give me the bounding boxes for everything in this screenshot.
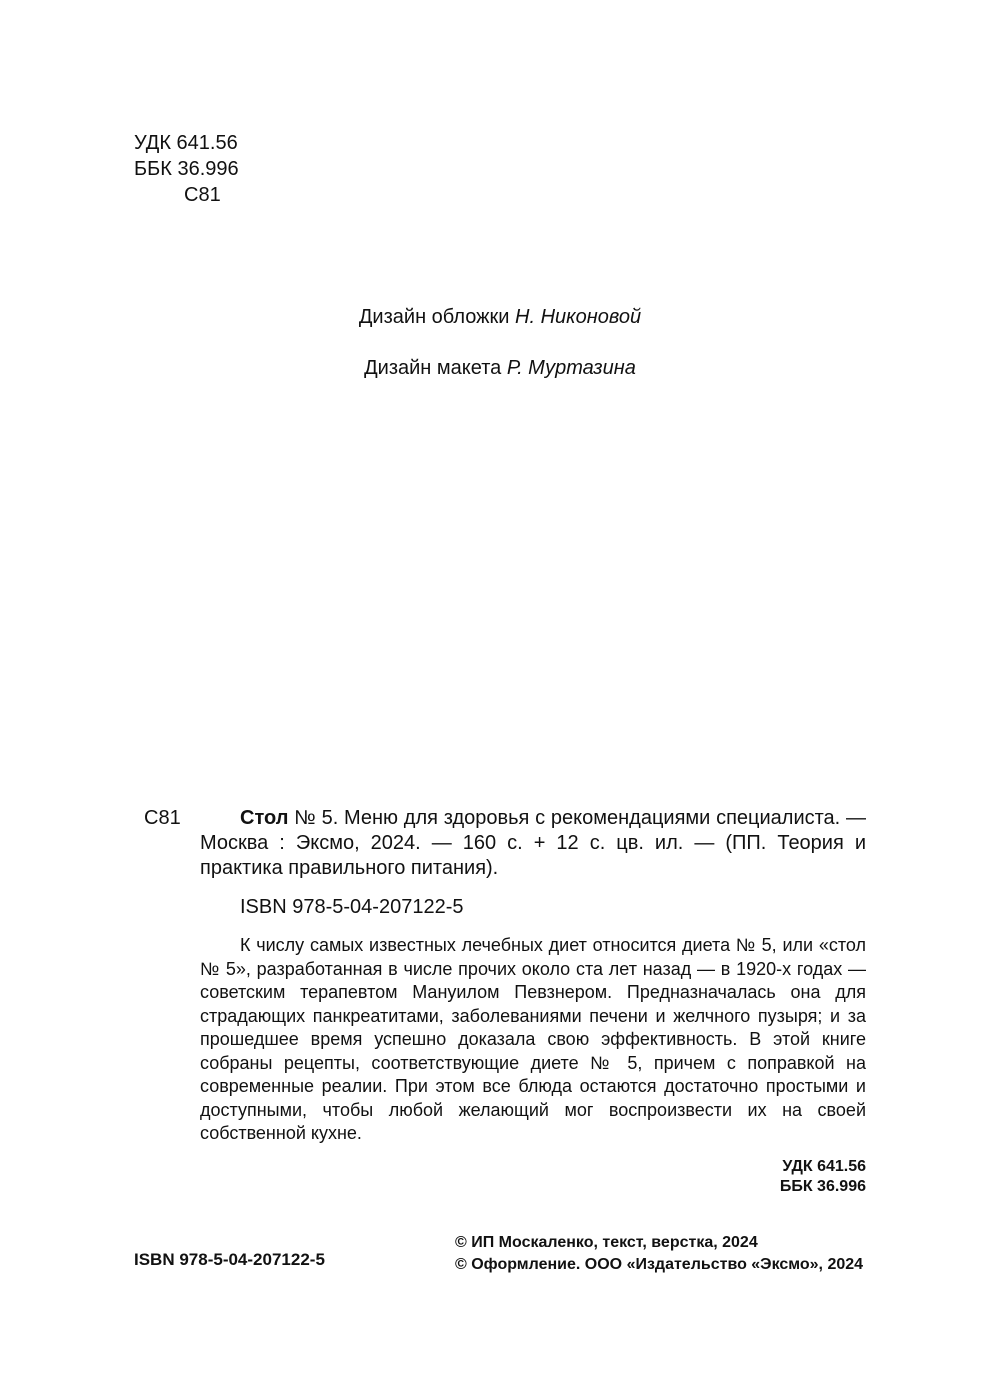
- udk-block: [134, 130, 239, 208]
- copyright-block: [455, 1232, 863, 1276]
- author-mark: С81: [184, 184, 221, 206]
- cover-design-credit: [0, 306, 1000, 329]
- book-description: № 5. Меню для здоровья с рекомендациями специалиста. — Москва : Эксмо, 2024. — 160 с. + 12 с. цв. ил. — (ПП. Теория и практика правильного питания).: [200, 807, 866, 879]
- bibliography-author-mark: С81: [144, 807, 181, 829]
- layout-design-credit: [0, 357, 1000, 380]
- cover-design-label: Дизайн обложки: [358, 306, 516, 328]
- copyright-design: © Оформление. ООО «Издательство «Эксмо», 2024: [455, 1256, 864, 1273]
- udk-right-code: УДК 641.56: [782, 1158, 866, 1175]
- isbn-bottom: ISBN 978-5-04-207122-5: [134, 1250, 325, 1269]
- bbk-right-code: ББК 36.996: [779, 1178, 866, 1195]
- udk-code: УДК 641.56: [134, 132, 238, 154]
- copyright-text: © ИП Москаленко, текст, верстка, 2024: [455, 1234, 758, 1251]
- udk-right-block: [780, 1157, 866, 1197]
- layout-designer-name: Р. Муртазина: [506, 357, 636, 379]
- layout-design-label: Дизайн макета: [364, 357, 507, 379]
- cover-designer-name: Н. Никоновой: [515, 306, 642, 328]
- bibliographic-record: [200, 806, 866, 881]
- isbn-record: ISBN 978-5-04-207122-5: [240, 896, 464, 918]
- annotation-text: К числу самых известных лечебных диет относится диета № 5, или «стол № 5», разработанная в числе прочих около ста лет назад — в 1920-х годах — советским терапевтом Мануилом Певзнером. Предназначалась она для страдающих панкреатитами, заболеваниями печени и желчного пузыря; и за прошедшее время успешно доказала свою эффективность. В этой книге собраны рецепты, соответствующие диете № 5, причем с поправкой на современные реалии. При этом все блюда остаются достаточно простыми и доступными, чтобы любой желающий мог воспроизвести их на своей собственной кухне.: [200, 935, 866, 1143]
- book-title: Стол: [240, 807, 289, 829]
- bbk-code: ББК 36.996: [134, 158, 239, 180]
